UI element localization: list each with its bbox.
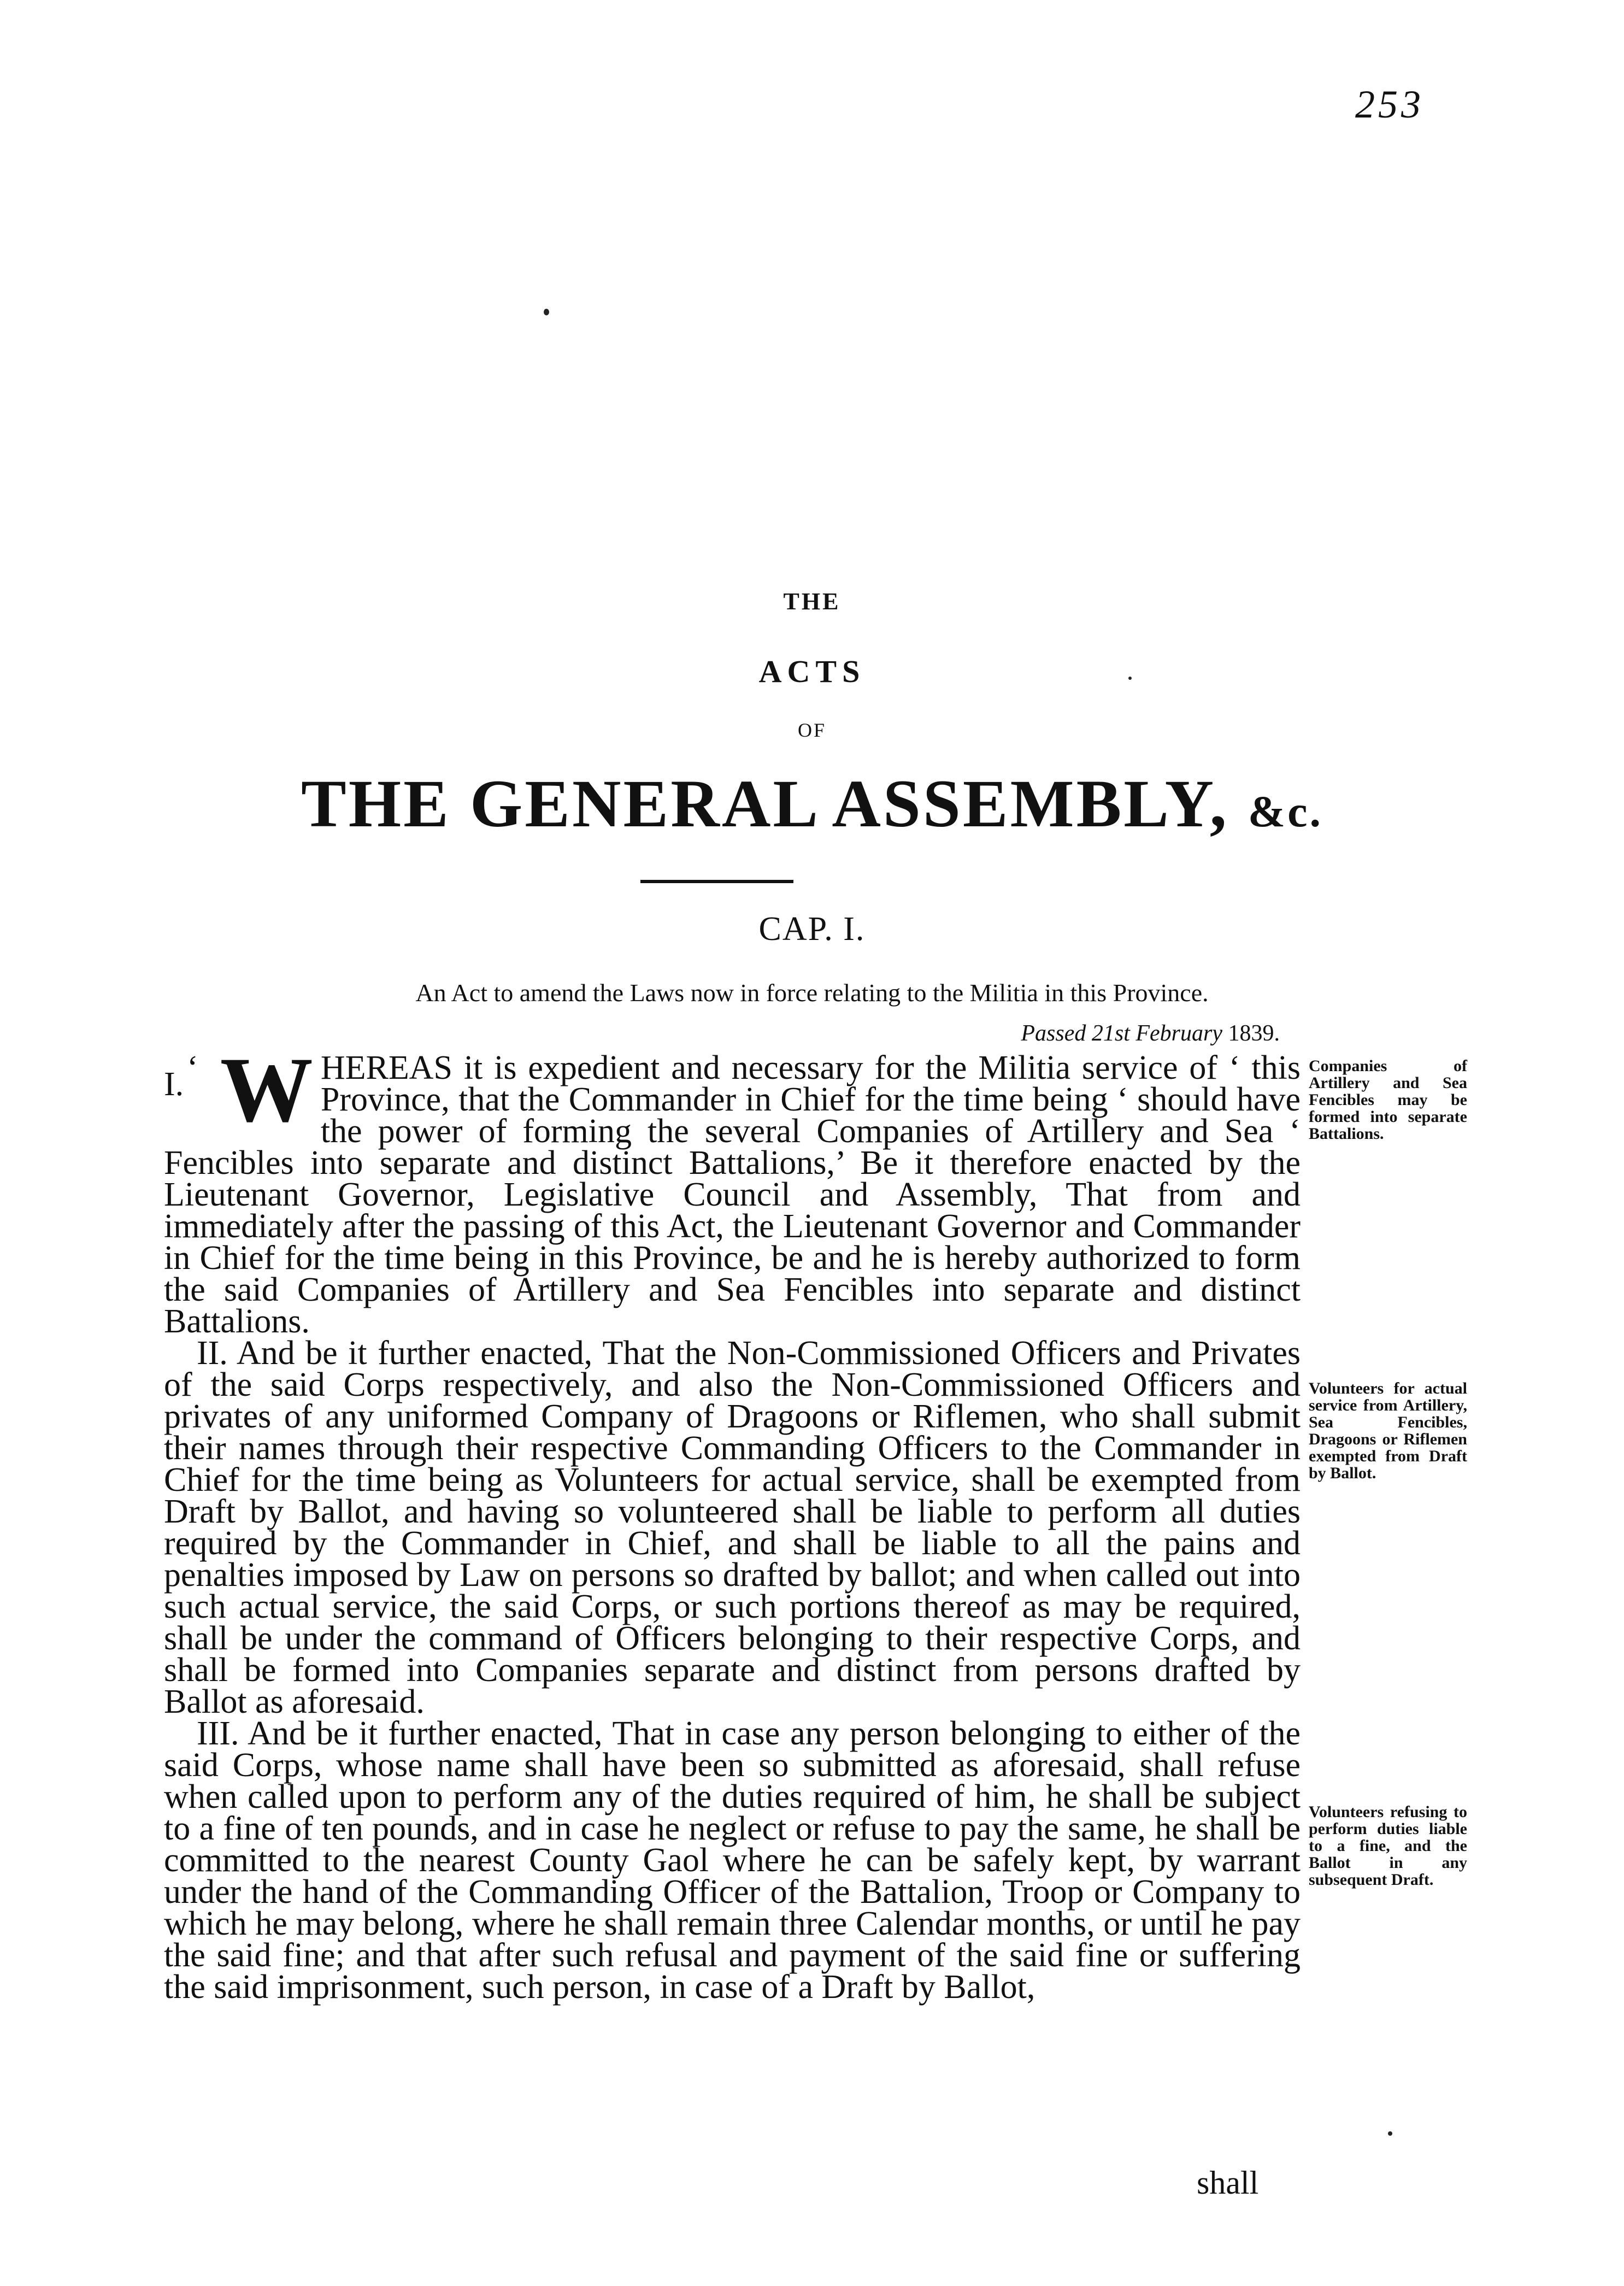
- section-2-numeral: II.: [197, 1335, 228, 1372]
- section-3-text: And be it further enacted, That in case any person belonging to either of the said Corps, whose name shall have been so submitted as aforesaid, shall refuse when called upon to perform any of the duties required of him, he shall be subject to a fine of ten pounds, and in case he neglect or refuse to pay the same, he shall be committed to the nearest County Gaol where he can be safely kept, by warrant under the hand of the Commanding Officer of the Battalion, Troop or Company to which he may belong, where he shall remain three Calendar months, or until he pay the said fine; and that after such refusal and payment of the said fine or suffering the said imprisonment, such person, in case of a Draft by Ballot,: [164, 1715, 1301, 2006]
- title-the: THE: [783, 588, 841, 615]
- section-1-dropcap: W: [220, 1038, 313, 1141]
- page-number: 253: [1355, 83, 1424, 126]
- section-3: [164, 1715, 1301, 2006]
- section-2: [164, 1337, 1301, 1718]
- act-body: [164, 1038, 1301, 2006]
- margin-note-3: Volunteers refusing to perform duties liable to a fine, and the Ballot in any subsequent Draft.: [1309, 1803, 1467, 1889]
- section-1-open-quote: ‘: [187, 1049, 198, 1086]
- ink-speck: [1388, 2131, 1392, 2136]
- catchword: shall: [1197, 2165, 1259, 2201]
- ink-speck: [544, 309, 549, 315]
- chapter-number: CAP. I.: [758, 910, 866, 948]
- title-of: OF: [797, 719, 827, 741]
- title-divider: [640, 880, 793, 883]
- passed-label: Passed 21st February: [1021, 1021, 1222, 1046]
- margin-note-1: Companies of Artillery and Sea Fencibles may be formed into separate Battalions.: [1309, 1057, 1467, 1143]
- passed-date: [1021, 1020, 1280, 1047]
- passed-year: 1839.: [1228, 1021, 1280, 1046]
- section-3-numeral: III.: [197, 1715, 239, 1752]
- section-1: [164, 1038, 1301, 1340]
- section-2-text: And be it further enacted, That the Non-Commissioned Officers and Privates of the said Corps respectively, and also the Non-Commissioned Officers and privates of any uniformed Company of Dragoons or Riflemen, who shall submit their names through their respective Commanding Officers to the Commander in Chief for the time being as Volunteers for actual service, shall be exempted from Draft by Ballot, and having so volunteered shall be liable to perform all duties required by the Commander in Chief, and shall be liable to all the pains and penalties imposed by Law on persons so drafted by ballot; and when called out into such actual service, the said Corps, or such portions thereof as may be required, shall be under the command of Officers belonging to their respective Corps, and shall be formed into Companies separate and distinct from persons drafted by Ballot as aforesaid.: [164, 1335, 1301, 1720]
- margin-note-2: Volunteers for actual service from Artillery, Sea Fencibles, Dragoons or Riflemen exempted from Draft by Ballot.: [1309, 1379, 1467, 1482]
- section-1-text: HEREAS it is expedient and necessary for the Militia service of ‘ this Province, that the Commander in Chief for the time being ‘ should have the power of forming the several Companies of Artillery and Sea ‘ Fencibles into separate and distinct Battalions,’ Be it therefore enacted by the Lieutenant Governor, Legislative Council and Assembly, That from and immediately after the passing of this Act, the Lieutenant Governor and Commander in Chief for the time being in this Province, be and he is hereby authorized to form the said Companies of Artillery and Sea Fencibles into separate and distinct Battalions.: [164, 1049, 1301, 1340]
- title-acts: ACTS: [758, 654, 866, 689]
- act-title: An Act to amend the Laws now in force relating to the Militia in this Province.: [415, 979, 1209, 1007]
- title-etc: &c.: [1248, 786, 1323, 836]
- title-general-assembly: [0, 765, 1624, 843]
- title-general-assembly-text: THE GENERAL ASSEMBLY,: [301, 766, 1229, 841]
- section-1-numeral: I.: [164, 1066, 184, 1103]
